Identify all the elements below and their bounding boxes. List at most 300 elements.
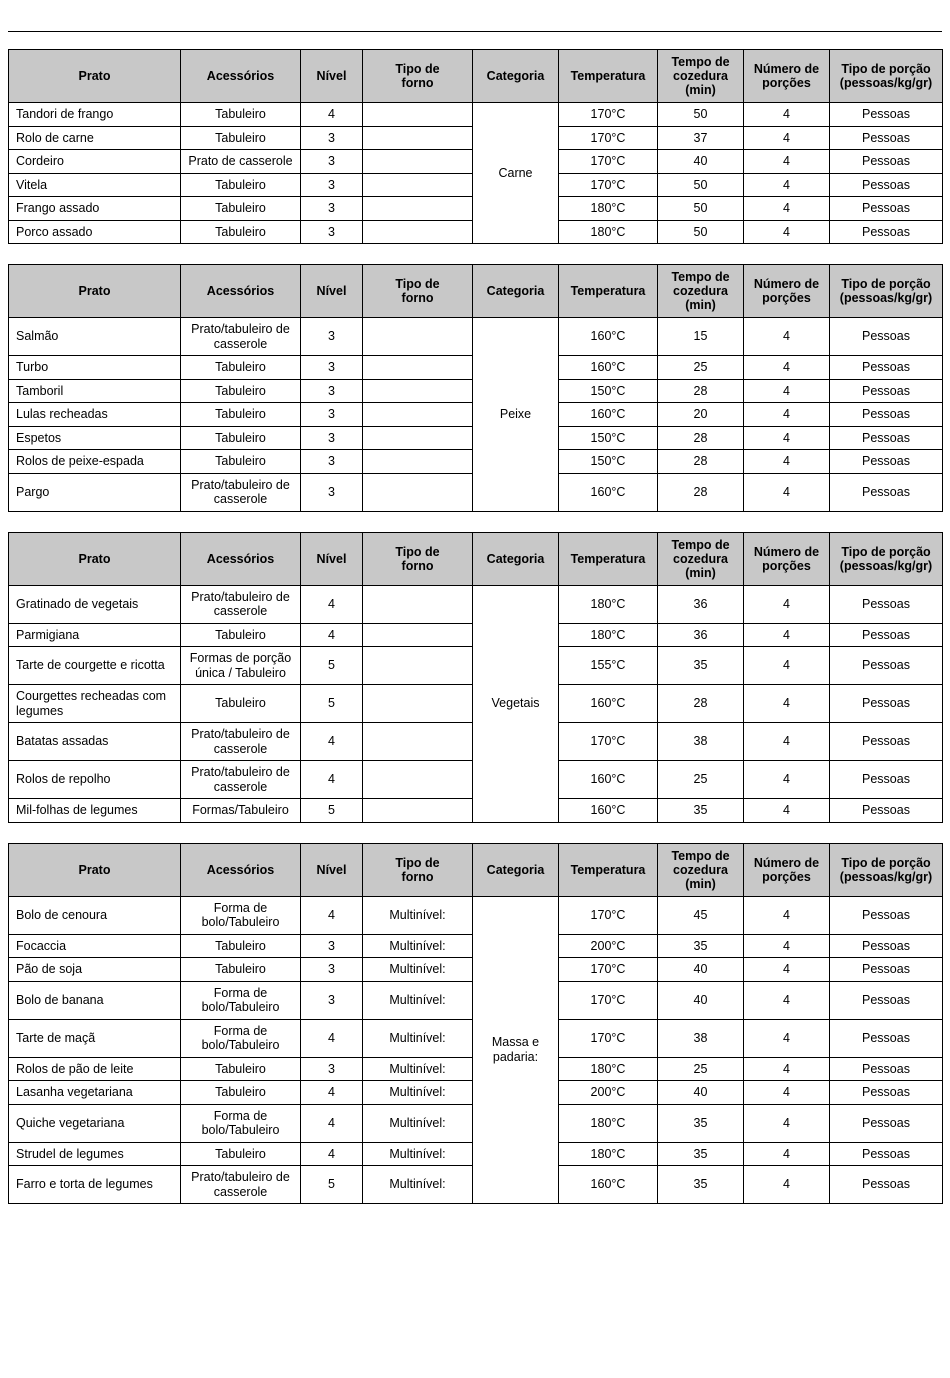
column-header-prato — [9, 532, 181, 585]
table-row — [9, 318, 943, 356]
cell-nivel: 3 — [301, 126, 363, 150]
column-header-prato — [9, 50, 181, 103]
recipe-table — [8, 532, 943, 823]
cell-tipo-forno: Multinível: — [363, 958, 473, 982]
cell-tempo: 45 — [658, 896, 744, 934]
cell-nivel: 3 — [301, 220, 363, 244]
cell-porcoes: 4 — [744, 197, 830, 221]
cell-nivel: 3 — [301, 150, 363, 174]
cell-nivel: 3 — [301, 379, 363, 403]
column-header-label: Categoria — [486, 551, 545, 566]
cell-prato: Mil-folhas de legumes — [9, 799, 181, 823]
cell-temperatura: 155°C — [559, 647, 658, 685]
table-row — [9, 896, 943, 934]
cell-temperatura: 200°C — [559, 1081, 658, 1105]
cell-acessorios: Tabuleiro — [181, 934, 301, 958]
column-header-tempo — [658, 532, 744, 585]
recipe-table — [8, 843, 943, 1205]
cell-temperatura: 170°C — [559, 1019, 658, 1057]
cell-nivel: 5 — [301, 799, 363, 823]
cell-porcoes: 4 — [744, 1104, 830, 1142]
cell-tipo-forno — [363, 761, 473, 799]
cell-acessorios: Prato de casserole — [181, 150, 301, 174]
cell-porcoes: 4 — [744, 761, 830, 799]
cell-tempo: 35 — [658, 799, 744, 823]
cell-temperatura: 160°C — [559, 473, 658, 511]
column-header-label: Tempo de cozedura (min) — [671, 55, 730, 97]
cell-tipo-porcao: Pessoas — [830, 761, 943, 799]
column-header-label: Número de porções — [753, 62, 820, 90]
column-header-label: Tipo de porção (pessoas/kg/gr) — [839, 62, 933, 90]
cell-acessorios: Formas/Tabuleiro — [181, 799, 301, 823]
cell-tempo: 35 — [658, 647, 744, 685]
cell-tipo-porcao: Pessoas — [830, 379, 943, 403]
cell-nivel: 3 — [301, 356, 363, 380]
cell-nivel: 3 — [301, 403, 363, 427]
cell-nivel: 4 — [301, 1081, 363, 1105]
cell-tipo-forno — [363, 403, 473, 427]
cell-porcoes: 4 — [744, 220, 830, 244]
cell-prato: Rolos de pão de leite — [9, 1057, 181, 1081]
cell-nivel: 4 — [301, 896, 363, 934]
column-header-categoria — [473, 532, 559, 585]
cell-porcoes: 4 — [744, 473, 830, 511]
column-header-tipo-forno — [363, 532, 473, 585]
cell-temperatura: 160°C — [559, 685, 658, 723]
cell-temperatura: 170°C — [559, 958, 658, 982]
cell-tipo-porcao: Pessoas — [830, 1057, 943, 1081]
cell-prato: Tandori de frango — [9, 103, 181, 127]
cell-nivel: 4 — [301, 623, 363, 647]
cell-prato: Farro e torta de legumes — [9, 1166, 181, 1204]
column-header-tempo — [658, 843, 744, 896]
cell-tipo-forno — [363, 647, 473, 685]
column-header-prato — [9, 843, 181, 896]
cell-temperatura: 180°C — [559, 623, 658, 647]
cell-prato: Courgettes recheadas com legumes — [9, 685, 181, 723]
cell-porcoes: 4 — [744, 318, 830, 356]
header-row — [9, 50, 943, 103]
cell-tipo-porcao: Pessoas — [830, 426, 943, 450]
category-cell: Massa e padaria: — [473, 896, 559, 1204]
column-header-label: Número de porções — [753, 855, 820, 884]
cell-tipo-forno: Multinível: — [363, 1166, 473, 1204]
column-header-label: Tipo de forno — [395, 855, 440, 884]
cell-tipo-porcao: Pessoas — [830, 896, 943, 934]
cell-tipo-porcao: Pessoas — [830, 1142, 943, 1166]
cell-tipo-porcao: Pessoas — [830, 799, 943, 823]
cell-temperatura: 160°C — [559, 356, 658, 380]
cell-acessorios: Tabuleiro — [181, 379, 301, 403]
column-header-porcoes — [744, 843, 830, 896]
cell-tipo-forno — [363, 150, 473, 174]
cell-porcoes: 4 — [744, 958, 830, 982]
column-header-prato — [9, 265, 181, 318]
cell-nivel: 4 — [301, 585, 363, 623]
cell-acessorios: Tabuleiro — [181, 1057, 301, 1081]
column-header-label: Acessórios — [206, 284, 275, 298]
column-header-tipo-porcao — [830, 50, 943, 103]
cell-tempo: 36 — [658, 623, 744, 647]
cell-tipo-porcao: Pessoas — [830, 585, 943, 623]
cell-tempo: 25 — [658, 356, 744, 380]
cell-porcoes: 4 — [744, 150, 830, 174]
cell-tempo: 35 — [658, 1104, 744, 1142]
cell-tipo-forno: Multinível: — [363, 934, 473, 958]
cell-temperatura: 180°C — [559, 220, 658, 244]
cell-nivel: 3 — [301, 450, 363, 474]
cell-acessorios: Prato/tabuleiro de casserole — [181, 585, 301, 623]
column-header-nivel — [301, 265, 363, 318]
cell-tempo: 28 — [658, 685, 744, 723]
cell-tipo-forno: Multinível: — [363, 1057, 473, 1081]
column-header-label: Acessórios — [206, 551, 275, 566]
cell-tipo-porcao: Pessoas — [830, 356, 943, 380]
cell-acessorios: Tabuleiro — [181, 623, 301, 647]
cell-acessorios: Tabuleiro — [181, 356, 301, 380]
category-cell: Vegetais — [473, 585, 559, 822]
column-header-label: Tipo de porção (pessoas/kg/gr) — [839, 855, 933, 884]
column-header-label: Acessórios — [206, 69, 275, 83]
column-header-categoria — [473, 843, 559, 896]
cell-acessorios: Tabuleiro — [181, 426, 301, 450]
cell-tipo-forno — [363, 799, 473, 823]
cell-tipo-porcao: Pessoas — [830, 197, 943, 221]
header-row — [9, 843, 943, 896]
cell-nivel: 4 — [301, 723, 363, 761]
cell-prato: Espetos — [9, 426, 181, 450]
cell-porcoes: 4 — [744, 173, 830, 197]
column-header-acessorios — [181, 265, 301, 318]
cell-temperatura: 160°C — [559, 318, 658, 356]
cell-porcoes: 4 — [744, 379, 830, 403]
cell-temperatura: 180°C — [559, 197, 658, 221]
category-cell: Peixe — [473, 318, 559, 512]
cell-porcoes: 4 — [744, 647, 830, 685]
header-row — [9, 265, 943, 318]
column-header-label: Categoria — [486, 862, 545, 877]
cell-temperatura: 200°C — [559, 934, 658, 958]
column-header-acessorios — [181, 50, 301, 103]
cell-tipo-forno — [363, 426, 473, 450]
cell-porcoes: 4 — [744, 1057, 830, 1081]
cell-prato: Porco assado — [9, 220, 181, 244]
column-header-nivel — [301, 843, 363, 896]
cell-prato: Batatas assadas — [9, 723, 181, 761]
column-header-tipo-forno — [363, 265, 473, 318]
column-header-tipo-porcao — [830, 843, 943, 896]
column-header-temperatura — [559, 843, 658, 896]
cell-temperatura: 160°C — [559, 761, 658, 799]
cell-prato: Focaccia — [9, 934, 181, 958]
header-row — [9, 532, 943, 585]
cell-tipo-forno — [363, 103, 473, 127]
cell-nivel: 3 — [301, 426, 363, 450]
cell-nivel: 3 — [301, 173, 363, 197]
cell-tipo-porcao: Pessoas — [830, 981, 943, 1019]
cell-tempo: 40 — [658, 958, 744, 982]
cell-nivel: 4 — [301, 1142, 363, 1166]
cell-acessorios: Tabuleiro — [181, 173, 301, 197]
cell-tipo-forno: Multinível: — [363, 1104, 473, 1142]
column-header-tipo-forno — [363, 50, 473, 103]
cell-prato: Rolos de peixe-espada — [9, 450, 181, 474]
column-header-label: Número de porções — [753, 277, 820, 305]
cell-tempo: 28 — [658, 379, 744, 403]
cell-prato: Tamboril — [9, 379, 181, 403]
cell-tipo-porcao: Pessoas — [830, 1104, 943, 1142]
cell-tipo-porcao: Pessoas — [830, 450, 943, 474]
cell-temperatura: 170°C — [559, 173, 658, 197]
cell-acessorios: Tabuleiro — [181, 1081, 301, 1105]
cell-prato: Lulas recheadas — [9, 403, 181, 427]
cell-prato: Salmão — [9, 318, 181, 356]
table-row — [9, 103, 943, 127]
cell-nivel: 3 — [301, 958, 363, 982]
cell-tempo: 40 — [658, 1081, 744, 1105]
cell-tipo-forno — [363, 585, 473, 623]
cell-tipo-forno: Multinível: — [363, 1081, 473, 1105]
cell-tipo-forno — [363, 173, 473, 197]
cell-tempo: 20 — [658, 403, 744, 427]
cell-tipo-porcao: Pessoas — [830, 473, 943, 511]
column-header-label: Tipo de forno — [395, 62, 440, 90]
cell-nivel: 4 — [301, 1019, 363, 1057]
cell-acessorios: Tabuleiro — [181, 220, 301, 244]
column-header-label: Tempo de cozedura (min) — [671, 537, 730, 580]
recipe-table — [8, 49, 943, 244]
cell-porcoes: 4 — [744, 403, 830, 427]
column-header-categoria — [473, 50, 559, 103]
table-row — [9, 585, 943, 623]
column-header-categoria — [473, 265, 559, 318]
cell-tipo-porcao: Pessoas — [830, 150, 943, 174]
recipe-table — [8, 264, 943, 512]
column-header-label: Prato — [78, 551, 111, 566]
cell-acessorios: Prato/tabuleiro de casserole — [181, 1166, 301, 1204]
cell-porcoes: 4 — [744, 356, 830, 380]
cell-porcoes: 4 — [744, 623, 830, 647]
cell-acessorios: Tabuleiro — [181, 103, 301, 127]
cell-tipo-porcao: Pessoas — [830, 220, 943, 244]
column-header-label: Temperatura — [570, 862, 646, 877]
cell-acessorios: Tabuleiro — [181, 450, 301, 474]
cell-prato: Gratinado de vegetais — [9, 585, 181, 623]
cell-acessorios: Tabuleiro — [181, 126, 301, 150]
cell-temperatura: 160°C — [559, 1166, 658, 1204]
cell-porcoes: 4 — [744, 723, 830, 761]
column-header-temperatura — [559, 532, 658, 585]
cell-porcoes: 4 — [744, 103, 830, 127]
column-header-label: Nível — [316, 862, 347, 877]
column-header-label: Prato — [78, 69, 111, 83]
cell-prato: Turbo — [9, 356, 181, 380]
column-header-nivel — [301, 50, 363, 103]
cell-nivel: 5 — [301, 685, 363, 723]
cell-temperatura: 180°C — [559, 1104, 658, 1142]
cell-tempo: 28 — [658, 450, 744, 474]
cell-nivel: 4 — [301, 103, 363, 127]
column-header-porcoes — [744, 50, 830, 103]
cell-acessorios: Tabuleiro — [181, 403, 301, 427]
cell-tempo: 37 — [658, 126, 744, 150]
cell-nivel: 3 — [301, 1057, 363, 1081]
cell-porcoes: 4 — [744, 585, 830, 623]
cell-porcoes: 4 — [744, 685, 830, 723]
column-header-label: Temperatura — [570, 69, 646, 83]
cell-tempo: 25 — [658, 1057, 744, 1081]
cell-acessorios: Prato/tabuleiro de casserole — [181, 473, 301, 511]
cell-porcoes: 4 — [744, 450, 830, 474]
cell-prato: Bolo de banana — [9, 981, 181, 1019]
cell-porcoes: 4 — [744, 799, 830, 823]
cell-tipo-porcao: Pessoas — [830, 958, 943, 982]
cell-tipo-forno — [363, 685, 473, 723]
column-header-label: Tipo de porção (pessoas/kg/gr) — [839, 544, 933, 573]
cell-tempo: 35 — [658, 934, 744, 958]
column-header-label: Tipo de porção (pessoas/kg/gr) — [839, 277, 933, 305]
cell-porcoes: 4 — [744, 126, 830, 150]
cell-prato: Vitela — [9, 173, 181, 197]
column-header-label: Acessórios — [206, 862, 275, 877]
cell-tempo: 38 — [658, 723, 744, 761]
cell-acessorios: Forma de bolo/Tabuleiro — [181, 1104, 301, 1142]
cell-prato: Strudel de legumes — [9, 1142, 181, 1166]
cell-acessorios: Forma de bolo/Tabuleiro — [181, 896, 301, 934]
cell-tipo-porcao: Pessoas — [830, 1019, 943, 1057]
column-header-acessorios — [181, 532, 301, 585]
cell-tipo-porcao: Pessoas — [830, 723, 943, 761]
cell-temperatura: 150°C — [559, 379, 658, 403]
cell-prato: Parmigiana — [9, 623, 181, 647]
cell-tipo-porcao: Pessoas — [830, 623, 943, 647]
cell-tempo: 28 — [658, 473, 744, 511]
column-header-label: Nível — [316, 551, 347, 566]
top-rule — [8, 31, 942, 32]
cell-porcoes: 4 — [744, 934, 830, 958]
column-header-tempo — [658, 50, 744, 103]
cell-porcoes: 4 — [744, 981, 830, 1019]
cell-acessorios: Tabuleiro — [181, 685, 301, 723]
cell-tempo: 38 — [658, 1019, 744, 1057]
cell-acessorios: Prato/tabuleiro de casserole — [181, 761, 301, 799]
cell-prato: Cordeiro — [9, 150, 181, 174]
cell-tempo: 36 — [658, 585, 744, 623]
cell-temperatura: 150°C — [559, 450, 658, 474]
column-header-tipo-forno — [363, 843, 473, 896]
column-header-label: Tipo de forno — [395, 277, 440, 305]
cell-tempo: 40 — [658, 981, 744, 1019]
cell-tipo-forno — [363, 379, 473, 403]
cell-temperatura: 170°C — [559, 723, 658, 761]
cell-tipo-forno — [363, 126, 473, 150]
cell-nivel: 3 — [301, 197, 363, 221]
cell-tipo-forno — [363, 450, 473, 474]
cell-acessorios: Tabuleiro — [181, 1142, 301, 1166]
cell-temperatura: 170°C — [559, 981, 658, 1019]
cell-tempo: 25 — [658, 761, 744, 799]
cell-prato: Rolos de repolho — [9, 761, 181, 799]
cell-tipo-forno — [363, 623, 473, 647]
cell-tempo: 40 — [658, 150, 744, 174]
cell-temperatura: 180°C — [559, 585, 658, 623]
cell-tipo-forno — [363, 220, 473, 244]
cell-tipo-porcao: Pessoas — [830, 1081, 943, 1105]
column-header-temperatura — [559, 265, 658, 318]
cell-tipo-forno: Multinível: — [363, 1142, 473, 1166]
cell-porcoes: 4 — [744, 1142, 830, 1166]
cell-tipo-porcao: Pessoas — [830, 403, 943, 427]
cell-prato: Lasanha vegetariana — [9, 1081, 181, 1105]
column-header-tipo-porcao — [830, 532, 943, 585]
cell-acessorios: Prato/tabuleiro de casserole — [181, 723, 301, 761]
column-header-label: Temperatura — [570, 284, 646, 298]
cell-prato: Tarte de courgette e ricotta — [9, 647, 181, 685]
column-header-label: Prato — [78, 862, 111, 877]
cell-tipo-forno: Multinível: — [363, 981, 473, 1019]
cell-acessorios: Tabuleiro — [181, 958, 301, 982]
cell-temperatura: 150°C — [559, 426, 658, 450]
cell-tipo-forno — [363, 197, 473, 221]
cell-prato: Tarte de maçã — [9, 1019, 181, 1057]
cell-tempo: 50 — [658, 220, 744, 244]
column-header-porcoes — [744, 532, 830, 585]
cell-tipo-porcao: Pessoas — [830, 1166, 943, 1204]
recipe-tables — [8, 49, 942, 1224]
cell-tipo-forno — [363, 318, 473, 356]
cell-tipo-forno: Multinível: — [363, 1019, 473, 1057]
cell-temperatura: 170°C — [559, 103, 658, 127]
cell-nivel: 4 — [301, 1104, 363, 1142]
cell-tipo-porcao: Pessoas — [830, 934, 943, 958]
cell-tipo-porcao: Pessoas — [830, 126, 943, 150]
cell-nivel: 5 — [301, 647, 363, 685]
cell-porcoes: 4 — [744, 1081, 830, 1105]
cell-nivel: 3 — [301, 934, 363, 958]
cell-porcoes: 4 — [744, 896, 830, 934]
cell-porcoes: 4 — [744, 1019, 830, 1057]
cell-tempo: 35 — [658, 1142, 744, 1166]
cell-prato: Pargo — [9, 473, 181, 511]
cell-acessorios: Forma de bolo/Tabuleiro — [181, 1019, 301, 1057]
cell-prato: Pão de soja — [9, 958, 181, 982]
column-header-label: Tempo de cozedura (min) — [671, 270, 730, 312]
cell-tempo: 50 — [658, 103, 744, 127]
cell-prato: Quiche vegetariana — [9, 1104, 181, 1142]
cell-tempo: 50 — [658, 173, 744, 197]
cell-temperatura: 160°C — [559, 403, 658, 427]
cell-tempo: 50 — [658, 197, 744, 221]
cell-tempo: 15 — [658, 318, 744, 356]
cell-acessorios: Tabuleiro — [181, 197, 301, 221]
column-header-label: Tempo de cozedura (min) — [671, 848, 730, 891]
cell-acessorios: Prato/tabuleiro de casserole — [181, 318, 301, 356]
column-header-temperatura — [559, 50, 658, 103]
cell-prato: Frango assado — [9, 197, 181, 221]
cell-nivel: 5 — [301, 1166, 363, 1204]
cell-temperatura: 180°C — [559, 1142, 658, 1166]
cell-tipo-porcao: Pessoas — [830, 103, 943, 127]
cell-tipo-forno: Multinível: — [363, 896, 473, 934]
cell-temperatura: 170°C — [559, 896, 658, 934]
cell-nivel: 4 — [301, 761, 363, 799]
column-header-label: Temperatura — [570, 551, 646, 566]
cell-tipo-forno — [363, 356, 473, 380]
cell-nivel: 3 — [301, 473, 363, 511]
column-header-tipo-porcao — [830, 265, 943, 318]
column-header-label: Tipo de forno — [395, 544, 440, 573]
cell-prato: Bolo de cenoura — [9, 896, 181, 934]
